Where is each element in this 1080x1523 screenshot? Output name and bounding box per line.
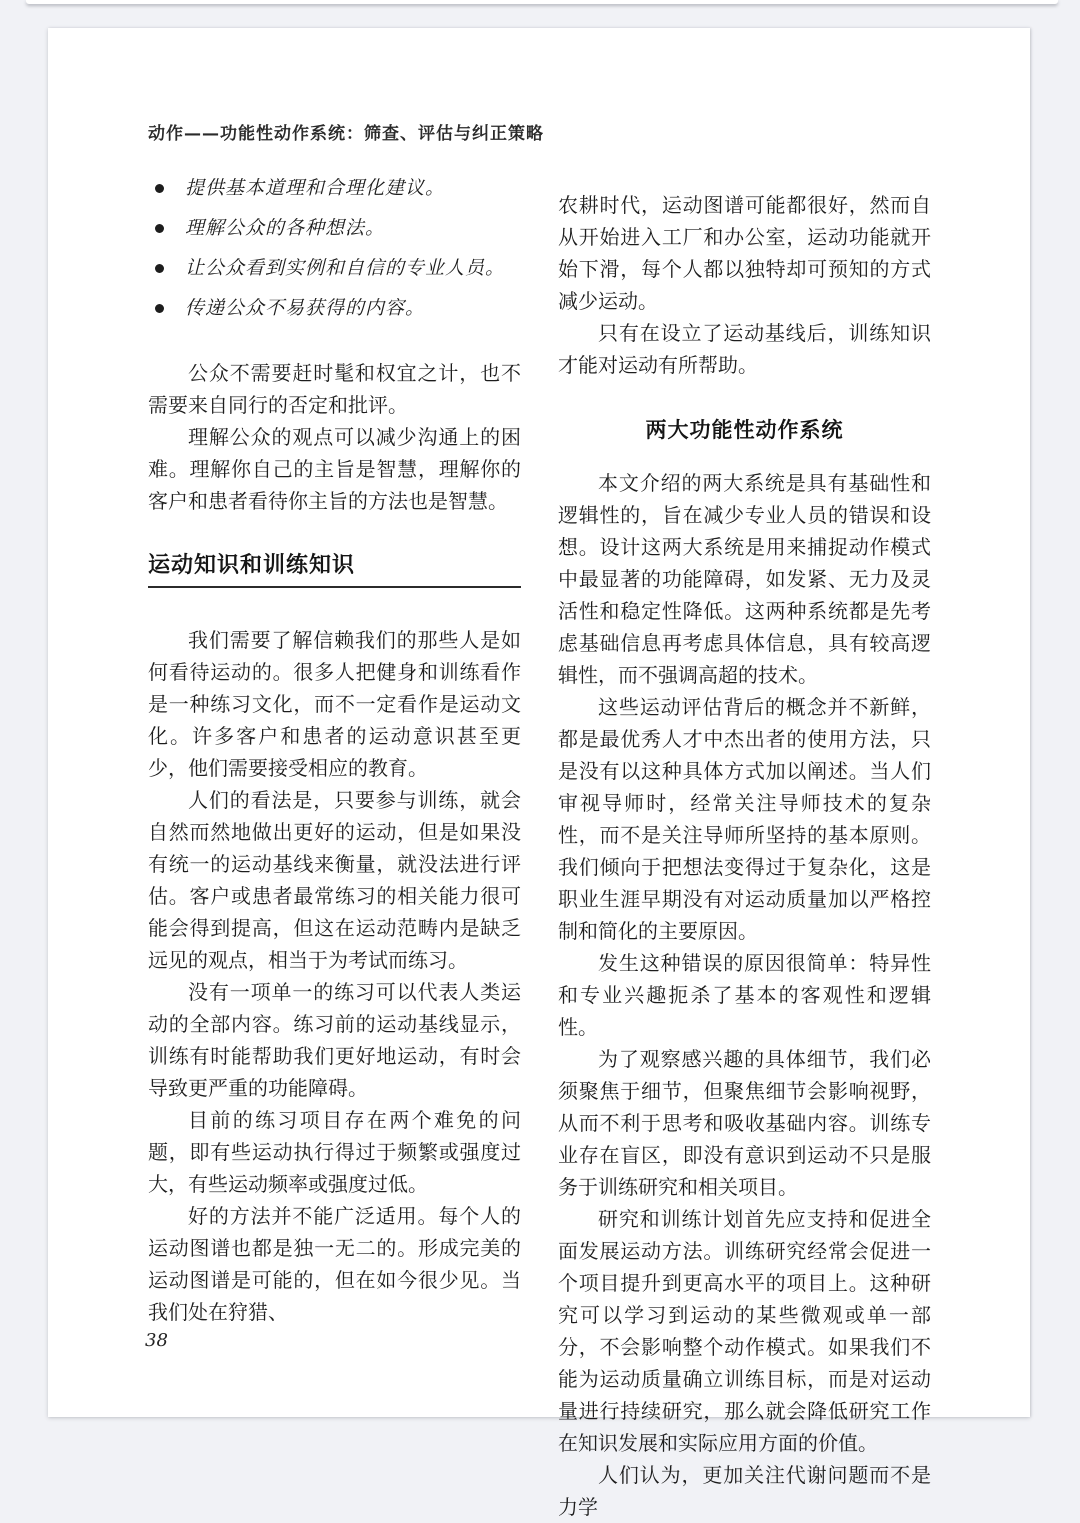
list-item	[148, 292, 521, 324]
list-item	[148, 252, 521, 284]
bullet-icon	[155, 184, 164, 193]
left-column	[148, 146, 521, 1328]
right-column	[558, 146, 931, 1523]
paragraph: 人们认为，更加关注代谢问题而不是力学	[558, 1463, 931, 1519]
paragraph: 本文介绍的两大系统是具有基础性和逻辑性的，旨在减少专业人员的错误和设想。设计这两大系统是用来捕捉动作模式中最显著的功能障碍，如发紧、无力及灵活性和稳定性降低。这两种系统都是先考虑基础信息再考虑具体信息，具有较高逻辑性，而不强调高超的技术。	[558, 471, 931, 687]
list-item	[148, 172, 521, 204]
bullet-text: 理解公众的各种想法。	[185, 217, 386, 239]
paragraph: 发生这种错误的原因很简单：特异性和专业兴趣扼杀了基本的客观性和逻辑性。	[558, 951, 931, 1039]
two-column-layout	[148, 146, 931, 1523]
paragraph: 好的方法并不能广泛适用。每个人的运动图谱也都是独一无二的。形成完美的运动图谱是可能的，但在如今很少见。当我们处在狩猎、	[148, 1204, 521, 1324]
paragraph: 公众不需要赶时髦和权宜之计，也不需要来自同行的否定和批评。	[148, 361, 521, 417]
paragraph: 这些运动评估背后的概念并不新鲜，都是最优秀人才中杰出者的使用方法，只是没有以这种具体方式加以阐述。当人们审视导师时，经常关注导师技术的复杂性，而不是关注导师所坚持的基本原则。我们倾向于把想法变得过于复杂化，这是职业生涯早期没有对运动质量加以严格控制和简化的主要原因。	[558, 695, 931, 943]
bullet-icon	[155, 304, 164, 313]
paragraph: 理解公众的观点可以减少沟通上的困难。理解你自己的主旨是智慧，理解你的客户和患者看待你主旨的方法也是智慧。	[148, 425, 521, 513]
list-item	[148, 212, 521, 244]
previous-page-bottom-edge	[26, 0, 1058, 4]
bullet-icon	[155, 224, 164, 233]
book-page	[48, 28, 1030, 1519]
running-header: 动作——功能性动作系统：筛查、评估与纠正策略	[148, 124, 544, 144]
paragraph-continuation: 农耕时代，运动图谱可能都很好，然而自从开始进入工厂和办公室，运动功能就开始下滑，每个人都以独特却可预知的方式减少运动。	[558, 193, 931, 313]
paragraph: 目前的练习项目存在两个难免的问题，即有些运动执行得过于频繁或强度过大，有些运动频率或强度过低。	[148, 1108, 521, 1196]
bullet-icon	[155, 264, 164, 273]
paragraph: 没有一项单一的练习可以代表人类运动的全部内容。练习前的运动基线显示，训练有时能帮助我们更好地运动，有时会导致更严重的功能障碍。	[148, 980, 521, 1100]
paragraph: 研究和训练计划首先应支持和促进全面发展运动方法。训练研究经常会促进一个项目提升到更高水平的项目上。这种研究可以学习到运动的某些微观或单一部分，不会影响整个动作模式。如果我们不能为运动质量确立训练目标，而是对运动量进行持续研究，那么就会降低研究工作在知识发展和实际应用方面的价值。	[558, 1207, 931, 1455]
bullet-list	[148, 172, 521, 324]
bullet-text: 传递公众不易获得的内容。	[185, 297, 426, 319]
paragraph: 为了观察感兴趣的具体细节，我们必须聚焦于细节，但聚焦细节会影响视野，从而不利于思考和吸收基础内容。训练专业存在盲区，即没有意识到运动不只是服务于训练研究和相关项目。	[558, 1047, 931, 1199]
bullet-text: 提供基本道理和合理化建议。	[185, 177, 446, 199]
page-number: 38	[145, 1330, 168, 1351]
paragraph: 人们的看法是，只要参与训练，就会自然而然地做出更好的运动，但是如果没有统一的运动基线来衡量，就没法进行评估。客户或患者最常练习的相关能力很可能会得到提高，但这在运动范畴内是缺乏远见的观点，相当于为考试而练习。	[148, 788, 521, 972]
paragraph: 我们需要了解信赖我们的那些人是如何看待运动的。很多人把健身和训练看作是一种练习文化，而不一定看作是运动文化。许多客户和患者的运动意识甚至更少，他们需要接受相应的教育。	[148, 628, 521, 780]
bullet-text: 让公众看到实例和自信的专业人员。	[185, 257, 506, 279]
section-heading: 运动知识和训练知识	[148, 553, 521, 588]
paragraph: 只有在设立了运动基线后，训练知识才能对运动有所帮助。	[558, 321, 931, 377]
section-heading: 两大功能性动作系统	[645, 418, 844, 442]
